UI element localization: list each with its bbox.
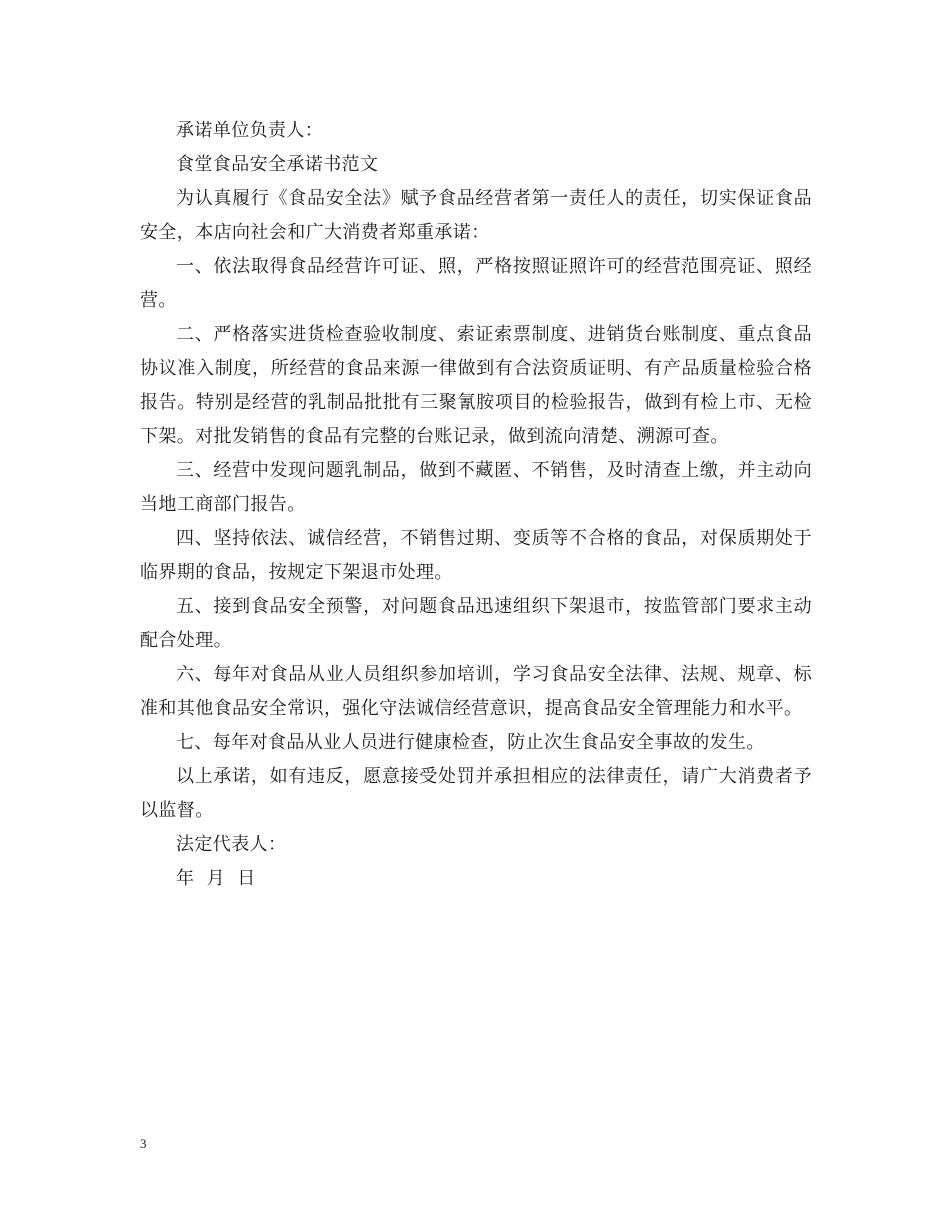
signatory-line: 承诺单位负责人： xyxy=(176,120,324,141)
commitment-item-4: 四、坚持依法、诚信经营，不销售过期、变质等不合格的食品，对保质期处于临界期的食品，按规定下架退市处理。 xyxy=(140,528,812,583)
date-line: 年 月 日 xyxy=(176,868,256,889)
document-body xyxy=(140,114,812,896)
commitment-item-6: 六、每年对食品从业人员组织参加培训，学习食品安全法律、法规、规章、标准和其他食品安全常识，强化守法诚信经营意识，提高食品安全管理能力和水平。 xyxy=(140,664,812,719)
commitment-item-1: 一、依法取得食品经营许可证、照，严格按照证照许可的经营范围亮证、照经营。 xyxy=(140,256,812,311)
document-title: 食堂食品安全承诺书范文 xyxy=(176,154,379,175)
commitment-item-7: 七、每年对食品从业人员进行健康检查，防止次生食品安全事故的发生。 xyxy=(176,732,765,753)
closing-paragraph: 以上承诺，如有违反，愿意接受处罚并承担相应的法律责任，请广大消费者予以监督。 xyxy=(140,766,812,821)
commitment-item-5: 五、接到食品安全预警，对问题食品迅速组织下架退市，按监管部门要求主动配合处理。 xyxy=(140,596,812,651)
commitment-item-3: 三、经营中发现问题乳制品，做到不藏匿、不销售，及时清查上缴，并主动向当地工商部门报告。 xyxy=(140,460,812,515)
commitment-item-2: 二、严格落实进货检查验收制度、索证索票制度、进销货台账制度、重点食品协议准入制度，所经营的食品来源一律做到有合法资质证明、有产品质量检验合格报告。特别是经营的乳制品批批有三聚氰胺项目的检验报告，做到有检上市、无检下架。对批发销售的食品有完整的台账记录，做到流向清楚、溯源可查。 xyxy=(140,324,812,447)
legal-representative-line: 法定代表人： xyxy=(176,834,287,855)
page-number: 3 xyxy=(140,1136,147,1151)
intro-paragraph: 为认真履行《食品安全法》赋予食品经营者第一责任人的责任，切实保证食品安全，本店向社会和广大消费者郑重承诺： xyxy=(140,188,812,243)
